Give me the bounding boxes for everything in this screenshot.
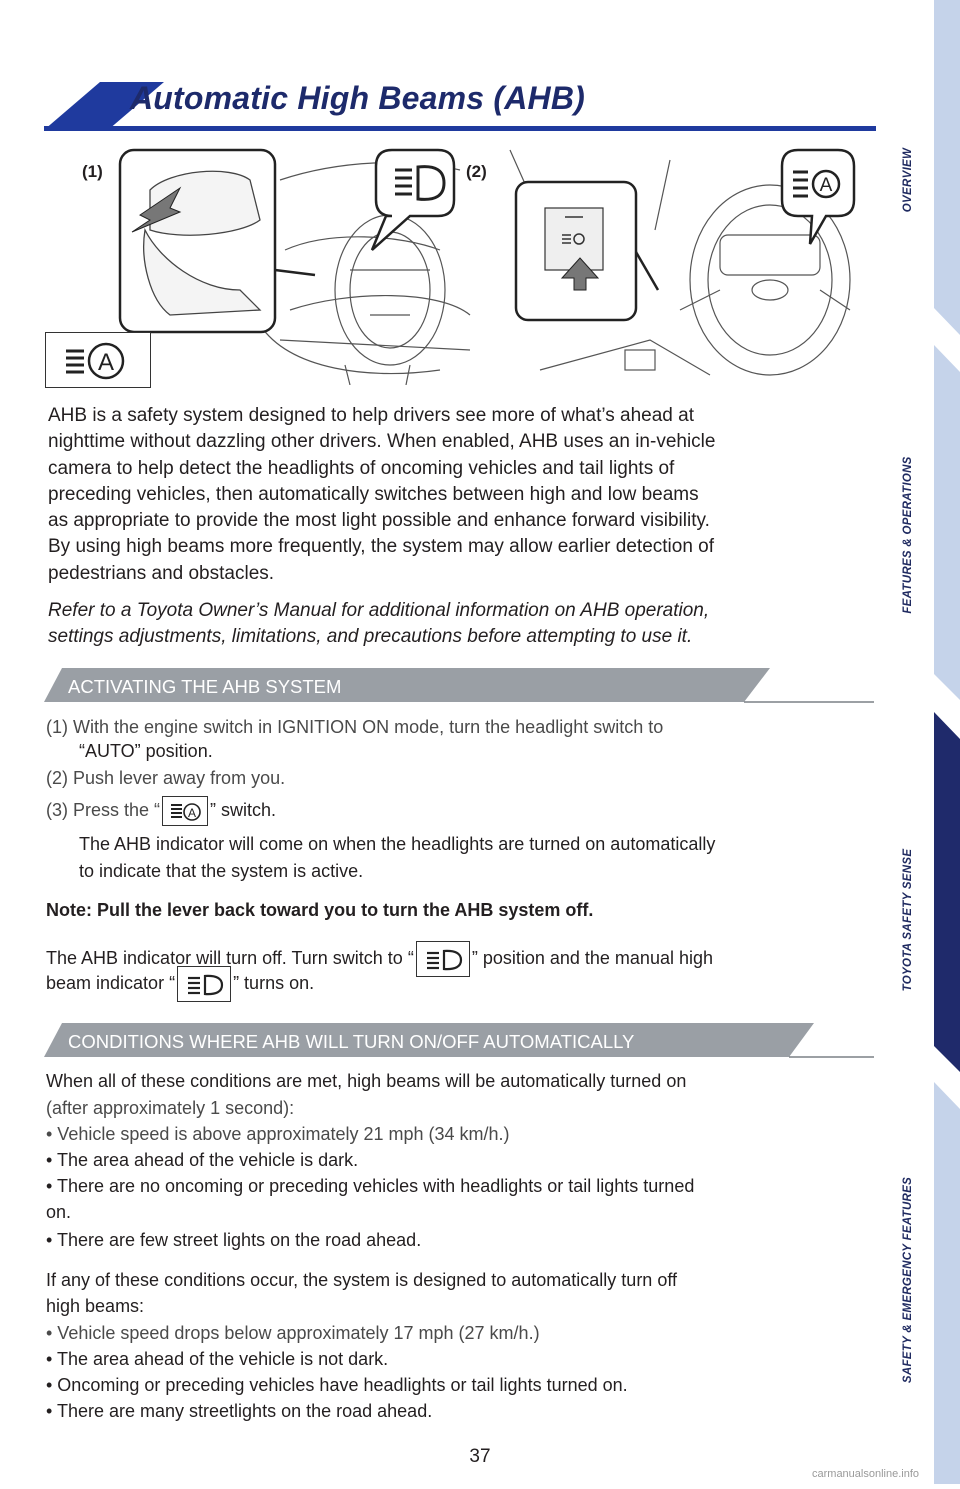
section-heading-conditions: CONDITIONS WHERE AHB WILL TURN ON/OFF AUTOMATICALLY xyxy=(44,1023,874,1059)
on-intro: When all of these conditions are met, high beams will be automatically turned on xyxy=(46,1071,687,1091)
step-1-line-1: (1) With the engine switch in IGNITION ON mode, turn the headlight switch to xyxy=(46,717,664,737)
indicator-text-2: to indicate that the system is active. xyxy=(79,861,364,881)
owners-manual-note: Refer to a Toyota Owner’s Manual for additional information on AHB operation, settings adjustments, limitations, and precautions before attempting to use it. xyxy=(48,600,710,648)
step-1-line-2: “AUTO” position. xyxy=(79,741,213,761)
svg-text:A: A xyxy=(188,806,197,820)
section-nav xyxy=(928,0,960,1484)
off-text-2: beam indicator “ ” turns on. xyxy=(46,966,314,1002)
off-intro-2: high beams: xyxy=(46,1296,145,1316)
on-item: on. xyxy=(46,1202,72,1222)
off-item: • Oncoming or preceding vehicles have headlights or tail lights turned on. xyxy=(46,1375,628,1395)
ahb-bubble-icon xyxy=(782,150,854,244)
indicator-text-1: The AHB indicator will come on when the headlights are turned on automatically xyxy=(79,834,716,854)
tab-features-operations[interactable] xyxy=(934,345,960,700)
ahb-indicator-badge xyxy=(45,332,151,388)
off-intro: If any of these conditions occur, the system is designed to automatically turn off xyxy=(46,1270,678,1290)
figure-label-1: (1) xyxy=(82,162,103,181)
manual-high-beam-icon xyxy=(177,966,231,1002)
off-item: • There are many streetlights on the road ahead. xyxy=(46,1401,433,1421)
section-tabs-graphic xyxy=(928,0,960,1484)
sidebar-label-overview[interactable]: OVERVIEW xyxy=(902,147,914,213)
svg-text:A: A xyxy=(97,349,115,376)
high-beam-bubble-icon xyxy=(372,150,454,250)
step-3: (3) Press the “ A ” switch. xyxy=(46,796,276,826)
watermark: carmanualsonline.info xyxy=(812,1468,920,1480)
sidebar-label-features[interactable]: FEATURES & OPERATIONS xyxy=(902,456,914,614)
dashboard-illustration xyxy=(110,140,860,385)
on-item: • The area ahead of the vehicle is dark. xyxy=(46,1150,359,1170)
sidebar-label-safety[interactable]: SAFETY & EMERGENCY FEATURES xyxy=(902,1176,914,1384)
figure-label-2: (2) xyxy=(466,162,487,181)
step-2: (2) Push lever away from you. xyxy=(46,768,286,788)
intro-paragraph: AHB is a safety system designed to help drivers see more of what’s ahead at nighttime without dazzling other drivers. When enabled, AHB uses an in-vehicle camera to help detect the headlights of oncoming vehicles and tail lights of preceding vehicles, then automatically switches between high and low beams as appropriate to provide the most light possible and enhance forward visibility. By using high beams more frequently, the system may allow earlier detection of pedestrians and obstacles. xyxy=(48,405,716,584)
tab-toyota-safety-sense[interactable] xyxy=(934,712,960,1072)
off-item: • The area ahead of the vehicle is not dark. xyxy=(46,1349,389,1369)
on-item: • There are few street lights on the road ahead. xyxy=(46,1230,422,1250)
ahb-icon xyxy=(46,333,150,387)
tab-safety-emergency[interactable] xyxy=(934,1082,960,1484)
on-item: • There are no oncoming or preceding vehicles with headlights or tail lights turned xyxy=(46,1176,695,1196)
off-note: Note: Pull the lever back toward you to turn the AHB system off. xyxy=(46,900,594,920)
off-text-1: The AHB indicator will turn off. Turn switch to “ ” position and the manual high xyxy=(46,941,713,977)
on-item: • Vehicle speed is above approximately 21 mph (34 km/h.) xyxy=(46,1124,510,1144)
on-intro-2: (after approximately 1 second): xyxy=(46,1098,295,1118)
tab-overview[interactable] xyxy=(934,0,960,335)
page-number: 37 xyxy=(469,1446,491,1467)
page-title: Automatic High Beams (AHB) xyxy=(130,80,586,116)
svg-text:A: A xyxy=(819,175,833,196)
section-heading-activating: ACTIVATING THE AHB SYSTEM xyxy=(44,668,874,704)
off-item: • Vehicle speed drops below approximately 17 mph (27 km/h.) xyxy=(46,1323,540,1343)
sidebar-label-tss[interactable]: TOYOTA SAFETY SENSE xyxy=(902,848,914,992)
ahb-switch-icon xyxy=(162,796,208,826)
high-beam-icon xyxy=(416,941,470,977)
